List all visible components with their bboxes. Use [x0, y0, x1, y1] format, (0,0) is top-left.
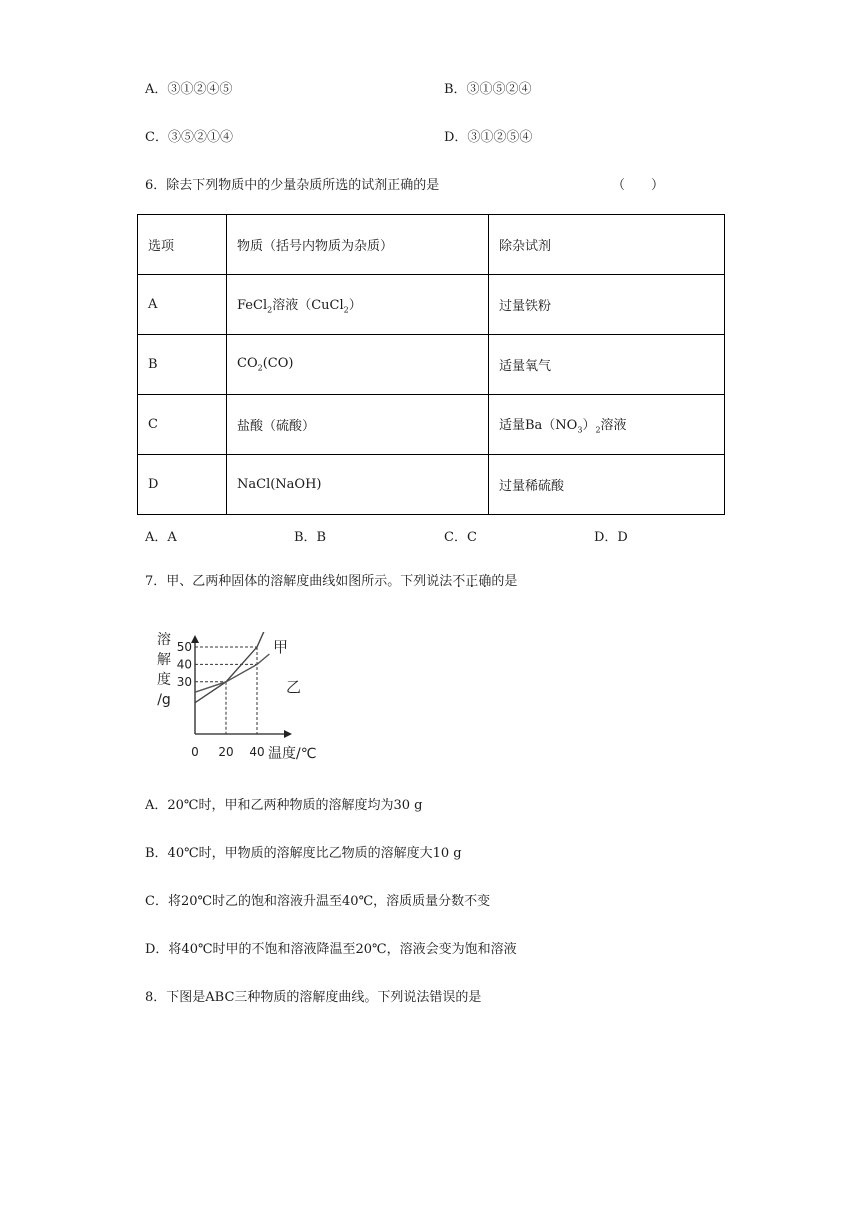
row-a-option: A	[138, 275, 227, 335]
q6-answer-c: C．C	[444, 530, 477, 545]
q6-question: 6．除去下列物质中的少量杂质所选的试剂正确的是	[145, 178, 440, 193]
y-axis-label: 溶	[157, 632, 171, 648]
x-axis-arrow	[284, 730, 292, 738]
y-tick-label: 40	[176, 657, 192, 672]
q7-option-b: B．40℃时，甲物质的溶解度比乙物质的溶解度大10 g	[145, 846, 462, 861]
x-axis-label: 温度/℃	[268, 746, 317, 762]
y-axis-label: /g	[157, 692, 171, 708]
row-b-substance: $CO_2(CO)$	[227, 335, 489, 395]
header-option: 选项	[138, 215, 227, 275]
q5-option-a: A．③①②④⑤	[145, 82, 233, 97]
x-tick-label: 40	[249, 745, 265, 759]
row-d-substance: NaCl(NaOH)	[227, 455, 489, 515]
solubility-chart	[150, 632, 320, 762]
table-row	[138, 455, 725, 515]
header-reagent: 除杂试剂	[489, 215, 725, 275]
series-jia-line	[195, 632, 269, 703]
row-d-reagent: 过量稀硫酸	[489, 455, 725, 515]
series-jia-label: 甲	[273, 638, 289, 656]
q7-option-c: C．将20℃时乙的饱和溶液升温至40℃，溶质质量分数不变	[145, 894, 491, 909]
table-row	[138, 335, 725, 395]
q5-option-d: D．③①②⑤④	[444, 130, 533, 145]
row-d-option: D	[138, 455, 227, 515]
row-c-option: C	[138, 395, 227, 455]
y-tick-label: 30	[176, 674, 192, 689]
y-axis-label: 度	[157, 672, 171, 688]
row-a-substance: FeCl$_2$溶液（CuCl$_2$）	[227, 275, 489, 335]
q6-answer-bracket: （ ）	[612, 178, 665, 193]
y-axis-arrow	[191, 635, 199, 643]
row-b-option: B	[138, 335, 227, 395]
q6-answer-a: A．A	[145, 530, 177, 545]
row-c-substance: 盐酸（硫酸）	[227, 395, 489, 455]
q5-option-c: C．③⑤②①④	[145, 130, 233, 145]
q7-option-a: A．20℃时，甲和乙两种物质的溶解度均为30 g	[145, 798, 423, 813]
y-tick-label: 50	[176, 640, 192, 654]
q8-question: 8．下图是ABC三种物质的溶解度曲线。下列说法错误的是	[145, 990, 482, 1005]
emphasis-dots	[452, 574, 491, 589]
q7-option-d: D．将40℃时甲的不饱和溶液降温至20℃，溶液会变为饱和溶液	[145, 942, 517, 957]
row-b-reagent: 适量氧气	[489, 335, 725, 395]
x-tick-label: 0	[191, 745, 199, 759]
q5-option-b: B．③①⑤②④	[444, 82, 532, 97]
table-row	[138, 395, 725, 455]
emphasized-char: 正	[465, 574, 479, 589]
q7-question: 7．甲、乙两种固体的溶解度曲线如图所示。下列说法不正确的是	[145, 570, 517, 589]
series-yi-line	[195, 654, 269, 692]
x-tick-label: 20	[218, 745, 234, 759]
row-c-reagent: 适量$Ba(NO_3)_2$溶液	[489, 395, 725, 455]
table-row	[138, 275, 725, 335]
y-axis-label: 解	[157, 652, 171, 668]
emphasized-char: 不	[452, 574, 466, 589]
q6-answer-b: B．B	[294, 530, 327, 545]
header-substance: 物质（括号内物质为杂质）	[227, 215, 489, 275]
emphasized-char: 确	[478, 574, 492, 589]
table-header-row	[138, 215, 725, 275]
q6-table	[137, 214, 725, 515]
series-yi-label: 乙	[286, 678, 302, 696]
row-a-reagent: 过量铁粉	[489, 275, 725, 335]
q6-answer-d: D．D	[594, 530, 628, 545]
